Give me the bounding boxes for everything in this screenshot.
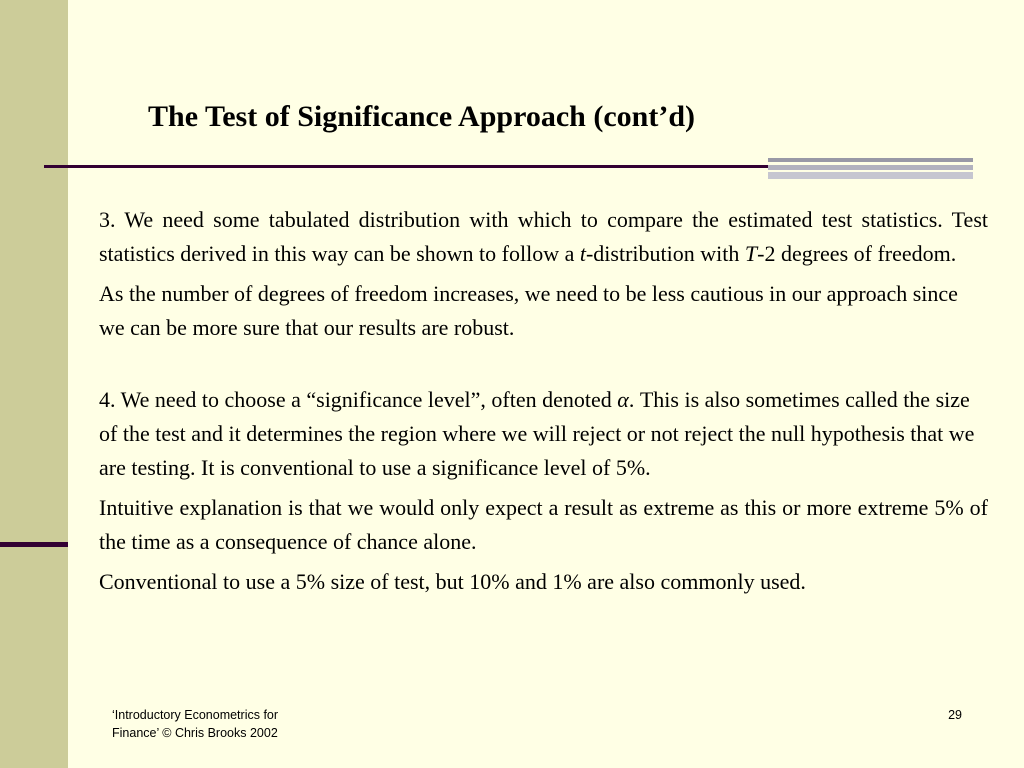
paragraph-intuitive-explanation: Intuitive explanation is that we would only expect a result as extreme as this or more extreme 5% of the time as a consequence of chance alone. (99, 495, 988, 554)
point-3-text-2: -distribution with (585, 241, 745, 266)
paragraph-point-4 (99, 383, 988, 485)
point-3-text: 3. We need some tabulated distribution with which to compare the estimated test statistics. Test statistics derived in this way can be shown to follow a (99, 207, 988, 266)
slide-body (99, 203, 988, 599)
point-4-text-2: . This is also sometimes called the size of the test and it determines the region where we will reject or not reject the null hypothesis that we are testing. It is conventional to use a significance level of 5%. (99, 387, 975, 480)
footer-line-2: Finance’ © Chris Brooks 2002 (112, 726, 278, 740)
page-number: 29 (948, 708, 962, 722)
side-band (0, 0, 68, 768)
footer-line-1: ‘Introductory Econometrics for (112, 708, 279, 722)
paragraph-point-3 (99, 203, 988, 271)
point-4-text: 4. We need to choose a “significance level”, often denoted (99, 387, 618, 412)
decorative-bar-2 (768, 165, 973, 170)
T-symbol: T (744, 241, 758, 266)
footer-credit (112, 706, 278, 742)
title-underline (44, 165, 769, 168)
alpha-symbol: α (617, 387, 629, 412)
point-3-text-3: -2 degrees of freedom. (757, 241, 957, 266)
paragraph-degrees-of-freedom: As the number of degrees of freedom increases, we need to be less cautious in our approach since we can be more sure that our results are robust. (99, 281, 958, 340)
slide-title: The Test of Significance Approach (cont’d) (148, 100, 695, 133)
decorative-bar-1 (768, 158, 973, 162)
title-decorative-bars (768, 158, 973, 179)
t-symbol: t (579, 241, 586, 266)
decorative-bar-3 (768, 172, 973, 179)
paragraph-conventional-note: Conventional to use a 5% size of test, but 10% and 1% are also commonly used. (99, 569, 806, 594)
side-accent-rule (0, 542, 68, 547)
